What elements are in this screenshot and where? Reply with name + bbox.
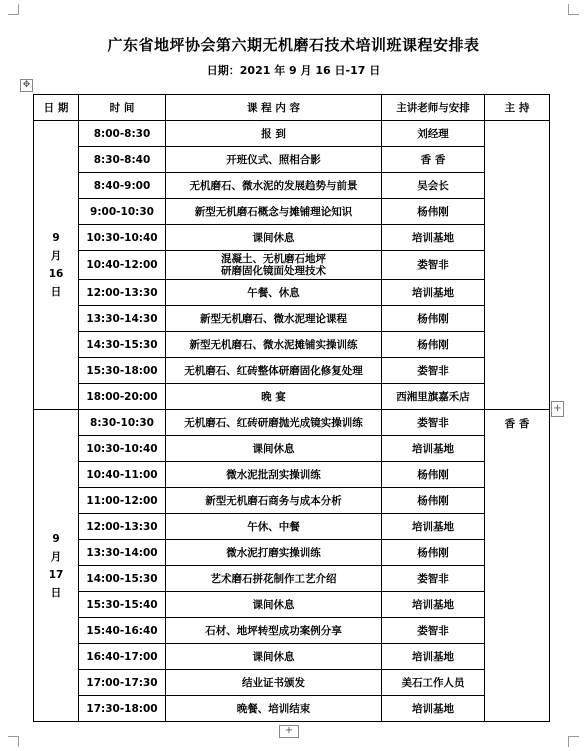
table-row[interactable] (34, 306, 550, 332)
course-cell[interactable]: 午餐、休息 (166, 280, 382, 306)
course-line: 研磨固化镜面处理技术 (221, 265, 326, 277)
table-row[interactable] (34, 696, 550, 722)
teacher-cell[interactable]: 杨伟刚 (382, 462, 485, 488)
time-cell[interactable]: 8:30-8:40 (79, 147, 166, 173)
teacher-cell[interactable]: 培训基地 (382, 592, 485, 618)
header-date: 日 期 (34, 95, 79, 121)
page-corner-mark (568, 736, 579, 747)
table-row[interactable] (34, 644, 550, 670)
teacher-cell[interactable]: 香 香 (382, 147, 485, 173)
course-cell[interactable]: 课间休息 (166, 592, 382, 618)
time-cell[interactable]: 8:00-8:30 (79, 121, 166, 147)
table-row[interactable] (34, 384, 550, 410)
teacher-cell[interactable]: 杨伟刚 (382, 332, 485, 358)
teacher-cell[interactable]: 美石工作人员 (382, 670, 485, 696)
time-cell[interactable]: 10:40-12:00 (79, 251, 166, 280)
table-header-row (34, 95, 550, 121)
course-cell[interactable] (166, 251, 382, 280)
time-cell[interactable]: 16:40-17:00 (79, 644, 166, 670)
teacher-cell[interactable]: 刘经理 (382, 121, 485, 147)
course-cell[interactable]: 无机磨石、红砖整体研磨固化修复处理 (166, 358, 382, 384)
course-cell[interactable]: 石材、地坪转型成功案例分享 (166, 618, 382, 644)
document-subtitle: 日期：2021 年 9 月 16 日-17 日 (206, 64, 381, 77)
page-corner-mark (8, 736, 19, 747)
time-cell[interactable]: 15:40-16:40 (79, 618, 166, 644)
teacher-cell[interactable]: 娄智非 (382, 566, 485, 592)
table-row[interactable] (34, 173, 550, 199)
teacher-cell[interactable]: 培训基地 (382, 514, 485, 540)
time-cell[interactable]: 10:40-11:00 (79, 462, 166, 488)
teacher-cell[interactable]: 娄智非 (382, 358, 485, 384)
table-row[interactable] (34, 199, 550, 225)
course-cell[interactable]: 报 到 (166, 121, 382, 147)
add-column-icon[interactable]: + (551, 401, 564, 417)
time-cell[interactable]: 12:00-13:30 (79, 514, 166, 540)
add-row-icon[interactable]: + (279, 725, 299, 738)
schedule-table (33, 94, 550, 722)
teacher-cell[interactable]: 吴会长 (382, 173, 485, 199)
header-teacher: 主讲老师与安排 (382, 95, 485, 121)
time-cell[interactable]: 18:00-20:00 (79, 384, 166, 410)
course-line: 混凝土、无机磨石地坪 (221, 253, 326, 265)
day2-date-cell: 9 月 17 日 (34, 410, 79, 722)
time-cell[interactable]: 11:00-12:00 (79, 488, 166, 514)
table-row[interactable] (34, 410, 550, 436)
teacher-cell[interactable]: 西湘里旗嘉禾店 (382, 384, 485, 410)
teacher-cell[interactable]: 培训基地 (382, 696, 485, 722)
table-row[interactable] (34, 358, 550, 384)
course-cell[interactable]: 微水泥批刮实操训练 (166, 462, 382, 488)
course-cell[interactable]: 无机磨石、微水泥的发展趋势与前景 (166, 173, 382, 199)
teacher-cell[interactable]: 娄智非 (382, 618, 485, 644)
page-corner-mark (8, 4, 19, 15)
table-row[interactable] (34, 121, 550, 147)
time-cell[interactable]: 13:30-14:30 (79, 306, 166, 332)
header-time: 时 间 (79, 95, 166, 121)
table-row[interactable] (34, 566, 550, 592)
table-row[interactable] (34, 251, 550, 280)
document-title: 广东省地坪协会第六期无机磨石技术培训班课程安排表 (107, 36, 480, 54)
course-cell[interactable]: 微水泥打磨实操训练 (166, 540, 382, 566)
table-row[interactable] (34, 147, 550, 173)
teacher-cell[interactable]: 培训基地 (382, 644, 485, 670)
course-cell[interactable]: 课间休息 (166, 436, 382, 462)
course-cell[interactable]: 新型无机磨石、微水泥摊铺实操训练 (166, 332, 382, 358)
course-cell[interactable]: 新型无机磨石概念与摊铺理论知识 (166, 199, 382, 225)
day1-date-cell: 9 月 16 日 (34, 121, 79, 410)
day2-host-cell[interactable]: 香 香 (485, 410, 550, 722)
teacher-cell[interactable]: 杨伟刚 (382, 540, 485, 566)
time-cell[interactable]: 14:00-15:30 (79, 566, 166, 592)
header-host: 主 持 (485, 95, 550, 121)
teacher-cell[interactable]: 娄智非 (382, 251, 485, 280)
table-row[interactable] (34, 436, 550, 462)
table-row[interactable] (34, 225, 550, 251)
page-corner-mark (568, 4, 579, 15)
time-cell[interactable]: 13:30-14:00 (79, 540, 166, 566)
time-cell[interactable]: 17:00-17:30 (79, 670, 166, 696)
table-row[interactable] (34, 462, 550, 488)
teacher-cell[interactable]: 杨伟刚 (382, 488, 485, 514)
teacher-cell[interactable]: 娄智非 (382, 410, 485, 436)
table-row[interactable] (34, 488, 550, 514)
teacher-cell[interactable]: 培训基地 (382, 225, 485, 251)
teacher-cell[interactable]: 杨伟刚 (382, 199, 485, 225)
time-cell[interactable]: 15:30-15:40 (79, 592, 166, 618)
table-move-handle-icon[interactable]: ✥ (20, 79, 33, 92)
teacher-cell[interactable]: 培训基地 (382, 436, 485, 462)
time-cell[interactable]: 8:40-9:00 (79, 173, 166, 199)
table-row[interactable] (34, 670, 550, 696)
teacher-cell[interactable]: 杨伟刚 (382, 306, 485, 332)
time-cell[interactable]: 10:30-10:40 (79, 436, 166, 462)
time-cell[interactable]: 10:30-10:40 (79, 225, 166, 251)
course-cell[interactable]: 开班仪式、照相合影 (166, 147, 382, 173)
course-cell[interactable]: 新型无机磨石商务与成本分析 (166, 488, 382, 514)
time-cell[interactable]: 14:30-15:30 (79, 332, 166, 358)
time-cell[interactable]: 15:30-18:00 (79, 358, 166, 384)
course-cell[interactable]: 结业证书颁发 (166, 670, 382, 696)
course-cell[interactable]: 新型无机磨石、微水泥理论课程 (166, 306, 382, 332)
course-cell[interactable]: 艺术磨石拼花制作工艺介绍 (166, 566, 382, 592)
time-cell[interactable]: 9:00-10:30 (79, 199, 166, 225)
teacher-cell[interactable]: 培训基地 (382, 280, 485, 306)
course-cell[interactable]: 课间休息 (166, 644, 382, 670)
course-cell[interactable]: 晚 宴 (166, 384, 382, 410)
day1-host-cell[interactable] (485, 121, 550, 410)
header-course: 课 程 内 容 (166, 95, 382, 121)
course-cell[interactable]: 课间休息 (166, 225, 382, 251)
time-cell[interactable]: 17:30-18:00 (79, 696, 166, 722)
table-row[interactable] (34, 514, 550, 540)
table-row[interactable] (34, 592, 550, 618)
table-row[interactable] (34, 540, 550, 566)
time-cell[interactable]: 8:30-10:30 (79, 410, 166, 436)
table-row[interactable] (34, 618, 550, 644)
time-cell[interactable]: 12:00-13:30 (79, 280, 166, 306)
course-cell[interactable]: 无机磨石、红砖研磨抛光成镜实操训练 (166, 410, 382, 436)
table-row[interactable] (34, 280, 550, 306)
course-cell[interactable]: 晚餐、培训结束 (166, 696, 382, 722)
table-row[interactable] (34, 332, 550, 358)
course-cell[interactable]: 午休、中餐 (166, 514, 382, 540)
